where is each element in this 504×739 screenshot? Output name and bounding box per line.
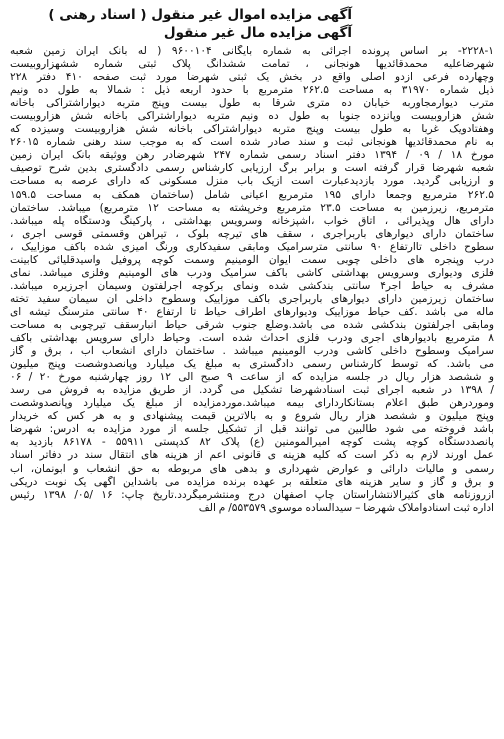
notice-line: مورخ ۱۸ / ۰۹ / ۱۳۹۴ دفتر اسناد رسمی شماره ۲۴۷ شهرضادر رهن ووثیقه بانک ایران زمین xyxy=(10,149,494,162)
notice-body xyxy=(10,45,494,515)
notice-line: شهرضاعلیه محمدقائدیها هونجانی ، تمامت ششدانگ پلاک ثبتی شماره ششهزاروبیست xyxy=(10,58,494,71)
notice-line: ساختمان دارای دیوارهای باربرآجری ، سقف های تیرچه بلوک ، تیراهن وقسمتی قوسی آجری ، xyxy=(10,227,494,240)
notice-line: رسمی و مالیات دارائی و عوارض شهرداری و بدهی های مربوطه به حق انشعاب و آبونمان، آب xyxy=(10,462,494,475)
notice-line: مترب دیوارمجاوربه خیابان ده متری شرقا به طول بیست وپنج متربه دیواراشتراکی باخانه xyxy=(10,97,494,110)
notice-line: سرامیک وسطوح داخلی کاشی ودرب آلومینیم میباشد . ساختمان دارای انشعاب آب ، برق و گاز xyxy=(10,345,494,358)
notice-line: وچهارده فرعی ازدو اصلی واقع در بخش یک ثبتی شهرضا مورد ثبت صفحه ۴۱۰ دفتر ۲۲۸ xyxy=(10,71,494,84)
notice-line: ومابقی آجرلفتون بندکشی شده می باشد.وضلع جنوب شرقی حیاط انبارسقف تیرچوبی به مساحت xyxy=(10,318,494,331)
notice-line: باشد فروخته می شود طالبین می توانند قبل از تشکیل جلسه از مورد مزایده به آدرس: شهرضا xyxy=(10,423,494,436)
notice-line: شعبه شهرضا قرار گرفته است و برابر برگ ارزیابی کارشناس رسمی دادگستری بدین شرح توصیف xyxy=(10,162,494,175)
notice-line: دارای هال وپذیرائی ، اتاق خواب ،آشپزخانه وسرویس بهداشتی ، پارکینگ ودستگاه پله میباشد. xyxy=(10,214,494,227)
notice-line: سطوح داخلی تاارتفاع ۹۰ سانتی مترسرامیک ومابقی سفیدکاری ورنگ آمیزی شده باکف موزاییک ، xyxy=(10,240,494,253)
notice-line: درب وپنجره های داخلی چوبی سمت ایوان آلومینیم وسمت کوچه پروفیل وآسیدقلیائی کابینت xyxy=(10,253,494,266)
notice-line: و برق و گاز و سایر هزینه های متعلقه بر عهده برنده مزایده می باشداین آگهی یک نوبت دریکی xyxy=(10,475,494,488)
notice-title: آگهی مزایده اموال غیر منقول ( اسناد رهنی ) xyxy=(48,7,352,23)
notice-line: ماله می باشد .کف حیاط موزاییک ودیوارهای اطراف حیاط تا ارتفاع ۴۰ سانتی مترسنگ تیشه ای xyxy=(10,305,494,318)
notice-line: مشرف به حیاط آجر۴ سانتی بندکشی شده ونمای برکوچه آجرلفتون وسیمان آجرزیره میباشد. xyxy=(10,279,494,292)
notice-line: وپنج میلیون و ششصد هزار ریال شروع و به بالاترین قیمت پیشنهادی و به هر کس که خریدار xyxy=(10,410,494,423)
notice-line: ازروزنامه های کثیرالانتشاراستان چاپ اصفهان درج ومنتشرمیگردد.تاریخ چاپ: ۱۶ /۰۵/ ۱۳۹۸ رئیس xyxy=(10,488,494,501)
notice-line: ساختمان زیرزمین دارای دیوارهای باربرآجری باکف موزاییک وسطوح داخلی آن سیمان سفید تخته xyxy=(10,292,494,305)
notice-line: شش هزاروبیست وپانزده جنوبا به طول ده ونیم متربه دیواراشتراکی باخانه شش هزاروبیست xyxy=(10,110,494,123)
notice-line: وموردرهن طبق اعلام بستانکاردارای بیمه میباشد.موردمزایده از مبلغ یک میلیارد وپانصدوشصت xyxy=(10,397,494,410)
notice-line: فلزی ودیواری وسرویس بهداشتی کاشی باکف سرامیک ودرب های آلومینیم وفلزی میباشد. نمای xyxy=(10,266,494,279)
notice-line: پانصددستگاه کوچه پشت کوچه امیرالمومنین (ع) پلاک ۸۲ کدپستی ۵۵۹۱۱ - ۸۶۱۷۸ بازدید به xyxy=(10,436,494,449)
notice-line: و ارزیابی گردید. مورد بازدیدعبارت است ازیک باب منزل مسکونی که دارای عرصه به مساحت xyxy=(10,175,494,188)
notice-line: ذیل شماره ۳۱۹۷۰ به مساحت ۲۶۲.۵ مترمربع با حدود اربعه ذیل : شمالا به طول ده ونیم xyxy=(10,84,494,97)
notice-header xyxy=(10,6,494,42)
notice-line: اداره ثبت اسنادواملاک شهرضا – سیدالساده موسوی ۵۵۳۵۷۹/ م الف xyxy=(198,501,494,514)
notice-line: به نام محمدقائدیها هونجانی ثبت و سند صادر شده است که به موجب سند رهنی شماره ۲۶۰۱۵ xyxy=(10,136,494,149)
auction-notice xyxy=(10,6,494,733)
notice-line: عمل آورند لازم به ذکر است که کلیه هزینه ی قانونی اعم از هزینه های انتقال سند در دفاتر اسناد xyxy=(10,449,494,462)
notice-line: می باشد. که توسط کارشناس رسمی دادگستری به مبلغ یک میلیارد وپانصدوشصت وپنج میلیون xyxy=(10,358,494,371)
notice-line: وهفتادویک غربا به طول بیست وپنج متربه دیواراشتراکی باخانه شش هزاروبیست وسیزده که xyxy=(10,123,494,136)
notice-line: ۲۶۲.۵ مترمربع وجمعا دارای ۱۹۵ مترمربع اعیانی شامل (ساختمان همکف به مساحت ۱۵۹.۵ xyxy=(10,188,494,201)
notice-subtitle: آگهی مزایده مال غیر منقول xyxy=(163,25,352,41)
notice-line: / ۱۳۹۸ در شعبه اجرای ثبت اسنادشهرضا تشکیل می گردد. از طریق مزایده به فروش می رسد xyxy=(10,384,494,397)
notice-line: ۸ مترمربع بادیوارهای آجری ودرب فلزی احداث شده است. وحیاط دارای سرویس بهداشتی باکف xyxy=(10,332,494,345)
notice-line: و ششصد هزار ریال در جلسه مزایده که از ساعت ۹ صبح الی ۱۲ روز چهارشنبه مورخ ۲۰ / ۰۶ xyxy=(10,371,494,384)
notice-line: مترمربع، زیرزمین به مساحت ۲۳.۵ مترمربع وخرپشته به مساحت ۱۲ مترمربع) میباشد. ساختمان xyxy=(10,201,494,214)
notice-line: ۲۲۲۸-۱- بر اساس پرونده اجرائی به شماره بایگانی ۹۶۰۰۱۰۴ ( له بانک ایران زمین شعبه xyxy=(10,45,494,57)
